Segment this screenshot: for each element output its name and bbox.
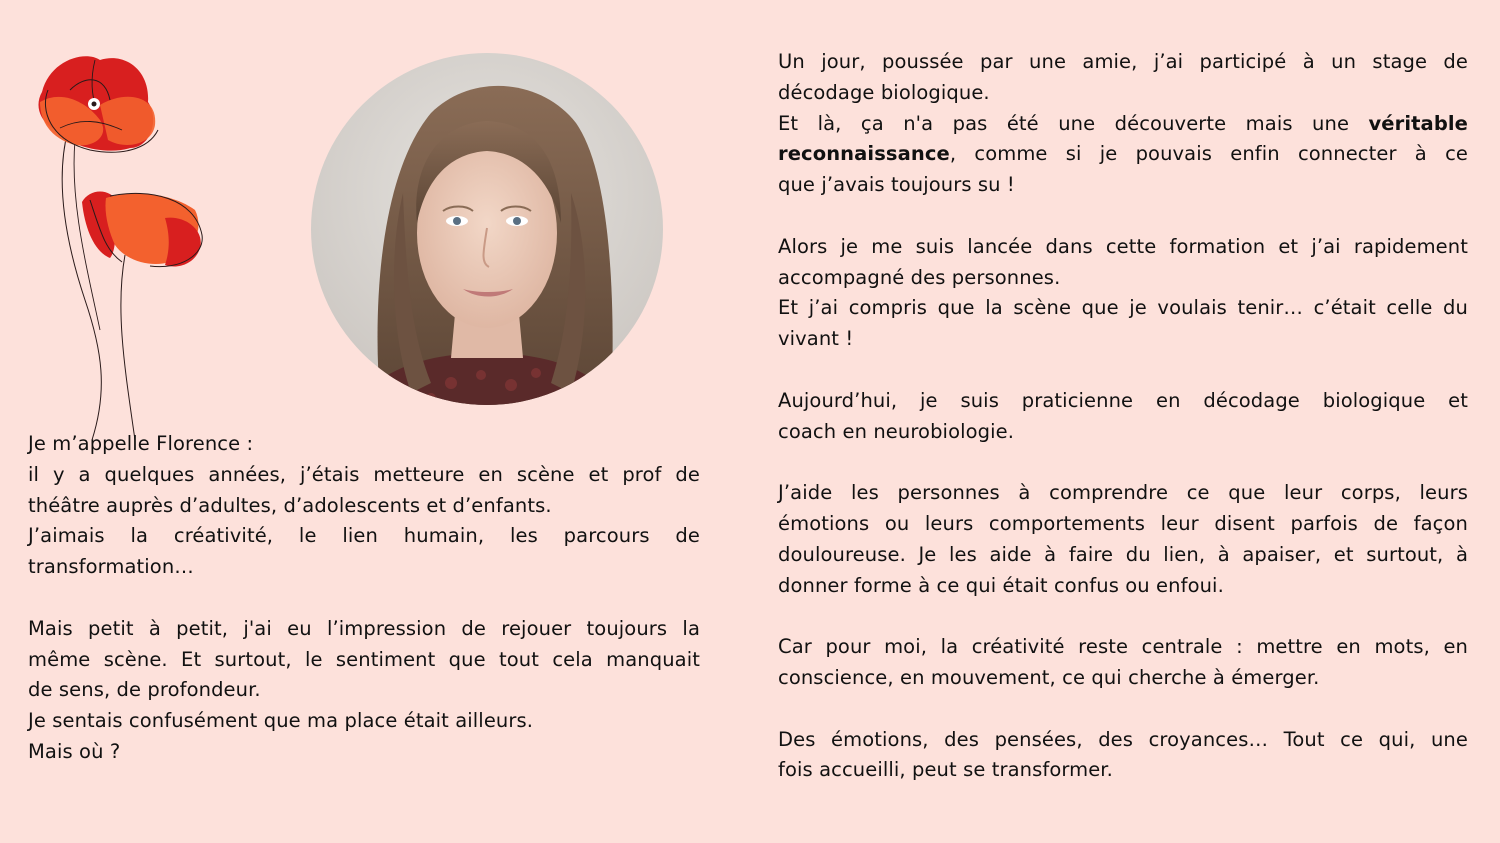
text-line: Aujourd’hui, je suis praticienne en décodage biologique et <box>778 388 1468 412</box>
text-line: accompagné des personnes. <box>778 265 1061 289</box>
text-line: que j’avais toujours su ! <box>778 173 1015 197</box>
text-run: , comme si je pouvais enfin connecter à ce <box>949 142 1468 166</box>
paragraph-5 <box>778 632 1468 694</box>
portrait-photo <box>311 53 663 405</box>
text-line: Mais petit à petit, j'ai eu l’impression de rejouer toujours la <box>28 616 700 640</box>
text-line: donner forme à ce qui était confus ou enfoui. <box>778 573 1224 597</box>
text-line: décodage biologique. <box>778 80 990 104</box>
text-line <box>778 139 1468 170</box>
text-line: Je m’appelle Florence : <box>28 432 254 455</box>
text-line: J’aide les personnes à comprendre ce que leur corps, leurs <box>778 481 1468 505</box>
text-line: Car pour moi, la créativité reste centrale : mettre en mots, en <box>778 635 1468 659</box>
text-line: même scène. Et surtout, le sentiment que tout cela manquait <box>28 647 700 671</box>
paragraph-4 <box>778 478 1468 601</box>
text-line: Des émotions, des pensées, des croyances… Tout ce qui, une <box>778 727 1468 751</box>
text-line: Alors je me suis lancée dans cette formation et j’ai rapidement <box>778 234 1468 258</box>
text-line: vivant ! <box>778 327 854 351</box>
text-line: transformation… <box>28 555 194 579</box>
text-line: Je sentais confusément que ma place était ailleurs. <box>28 709 534 733</box>
emphasis-text: reconnaissance <box>778 142 950 166</box>
paragraph-6 <box>778 725 1468 787</box>
text-line: Mais où ? <box>28 739 121 763</box>
poppy-flowers-illustration <box>30 30 220 450</box>
intro-text-left <box>28 429 700 768</box>
paragraph-3 <box>778 386 1468 448</box>
text-line: fois accueilli, peut se transformer. <box>778 758 1113 782</box>
text-line: il y a quelques années, j’étais metteure en scène et prof de <box>28 462 700 486</box>
text-line <box>778 109 1468 140</box>
text-line: Et j’ai compris que la scène que je voulais tenir… c’était celle du <box>778 296 1468 320</box>
text-line: douloureuse. Je les aide à faire du lien, à apaiser, et surtout, à <box>778 542 1468 566</box>
emphasis-text: véritable <box>1368 111 1468 135</box>
paragraph-1 <box>778 47 1468 201</box>
text-line: J’aimais la créativité, le lien humain, les parcours de <box>28 524 700 548</box>
text-line: émotions ou leurs comportements leur disent parfois de façon <box>778 511 1468 535</box>
text-line: de sens, de profondeur. <box>28 678 261 702</box>
paragraph-2 <box>28 614 700 768</box>
paragraph-2 <box>778 232 1468 355</box>
intro-text-right <box>778 47 1468 786</box>
paragraph-1 <box>28 429 700 583</box>
text-run: Et là, ça n'a pas été une découverte mais une <box>778 111 1369 135</box>
text-line: conscience, en mouvement, ce qui cherche à émerger. <box>778 665 1320 689</box>
text-line: coach en neurobiologie. <box>778 419 1015 443</box>
text-line: Un jour, poussée par une amie, j’ai participé à un stage de <box>778 50 1468 73</box>
text-line: théâtre auprès d’adultes, d’adolescents et d’enfants. <box>28 493 552 517</box>
